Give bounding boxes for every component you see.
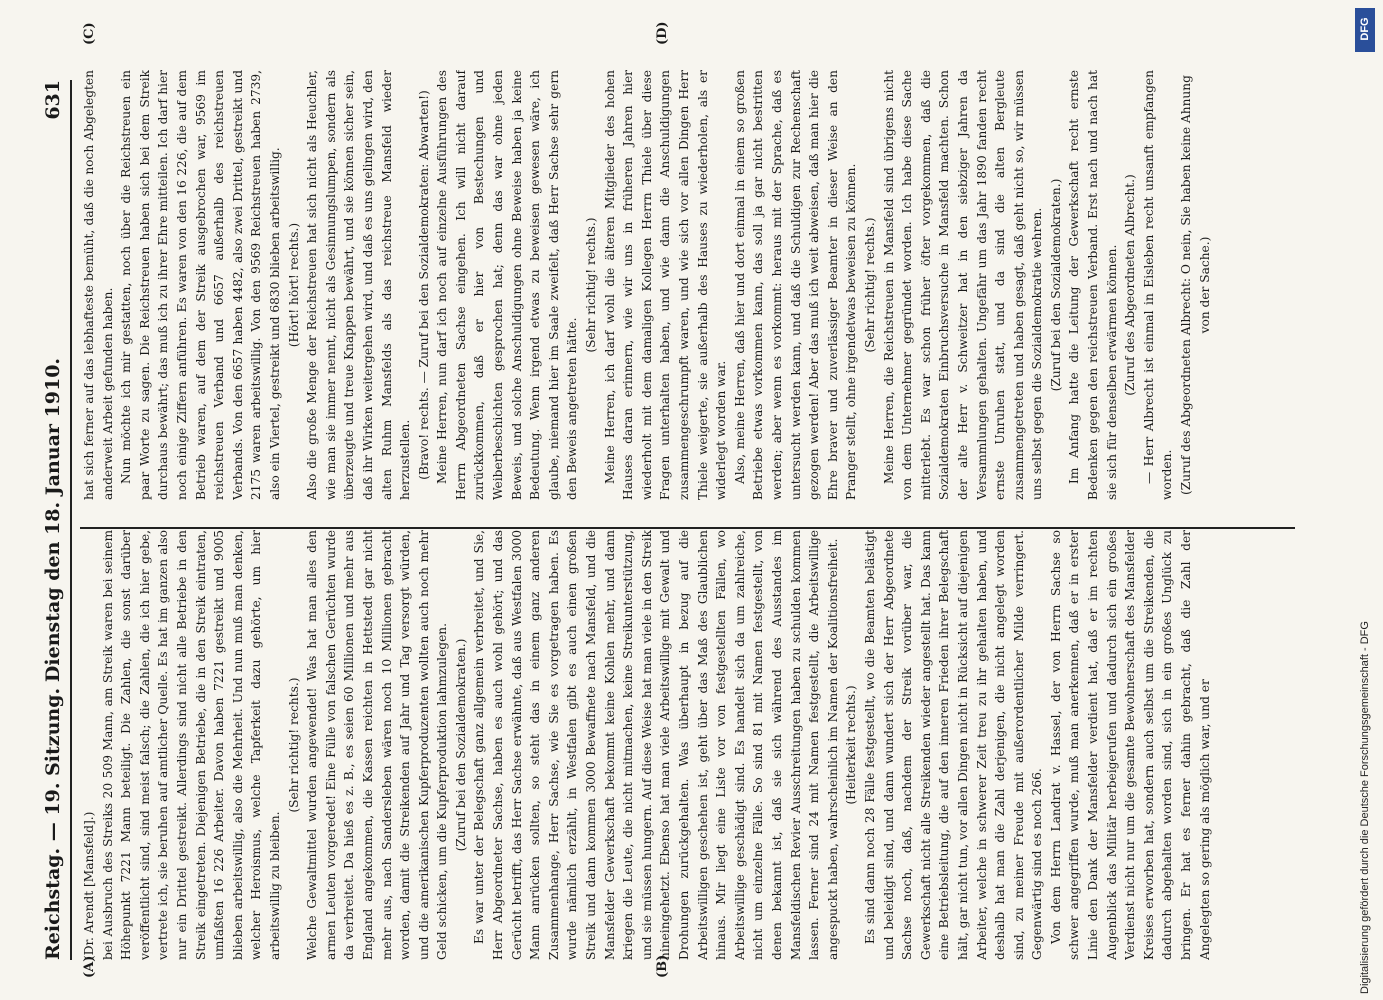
margin-marker-c: (C) [82, 22, 97, 45]
interjection: (Zuruf des Abgeordneten Albrecht: O nein, Sie haben keine Ahnung von der Sache.) [1179, 75, 1212, 495]
header-page-number: 631 [42, 80, 64, 120]
interjection: (Sehr richtig! rechts.) [286, 677, 301, 813]
dfg-credit-strip [1352, 4, 1378, 994]
paragraph: Von dem Herrn Landrat v. Hassel, der von Herrn Sachse so schwer angegriffen wurde, muß man anerkennen, daß er in erster Linie den Dank der Mansfelder verdient hat, daß er im rechten Augenblick das Militär herbeigerufen und dadurch sich ein großes Verdienst nicht nur um die gesamte Bewohnerschaft des Mansfelder Kreises erworben hat, sondern auch selbst um die Streikenden, die dadurch abgehalten worden sind, sich in ein großes Unglück zu bringen. Er hat es ferner dahin gebracht, daß die Zahl der Angelegten so gering als möglich war, und er [1048, 530, 1212, 960]
margin-marker-a: (A) [82, 955, 97, 978]
column-divider [80, 528, 1295, 530]
paragraph: Im Anfang hatte die Leitung der Gewerkschaft recht ernste Bedenken gegen den reichstreuen Verband. Erst nach und nach hat sie sich für denselben erwärmen können. [1067, 70, 1119, 500]
margin-marker-b: (B) [655, 954, 670, 978]
margin-marker-d: (D) [655, 21, 670, 45]
paragraph: Es war unter der Belegschaft ganz allgemein verbreitet, und Sie, Herr Abgeordneter Sachse, haben es auch wohl gehört; und das Gerücht betrifft, das Herr Sachse erwähnte, daß aus Westfalen 3000 Mann anrücken sollten, so steht das in einem ganz anderen Zusammenhange, Herr Sachse, wie Sie es vorgetragen haben. Es wurde nämlich erzählt, in Westfalen gibt es auch einen großen Streik und dann kommen 3000 Bewaffnete nach Mansfeld, und die Mansfelder Gewerkschaft bekommt keine Kohlen mehr, und dann kriegen die Leute, die nicht mitmachen, keine Streikunterstützung, und sie müssen hungern. Auf diese Weise hat man viele in den Streik hineingehetzt. Ebenso hat man viele Arbeitswillige mit Gewalt und Drohungen zurückgehalten. Was überhaupt in bezug auf die Arbeitswilligen geschehen ist, geht über das Maß des Glaublichen hinaus. Mir liegt eine Liste vor von festgestellten Fällen, wo Arbeitswillige geschädigt sind. Es handelt sich da um zahlreiche, nicht um einzelne Fälle. So sind 81 mit Namen festgestellt, von denen bekannt ist, daß sie sich während des Ausstandes im Mansfeldischen Revier Ausschreitungen haben zu schulden kommen lassen. Ferner sind 24 mit Namen festgestellt, die Arbeitswillige angespuckt haben, wahrscheinlich im Namen der Koalitionsfreiheit. [472, 530, 840, 960]
interjection: (Sehr richtig! rechts.) [862, 217, 877, 353]
interjection: (Zuruf bei den Sozialdemokraten.) [453, 638, 468, 852]
paragraph: (Dr. Arendt [Mansfeld].) [82, 811, 96, 960]
right-column [80, 70, 1295, 500]
paragraph: Also, meine Herren, daß hier und dort einmal in einem so großen Betriebe etwas vorkommen kann, das soll ja gar nicht bestritten werden; aber wenn es vorkommt: heraus mit der Sprache, daß es untersucht werden kann, und daß die Schuldigen zur Rechenschaft gezogen werden! Aber das muß ich weit abweisen, daß man hier die Ehre braver und zuverlässiger Beamter in dieser Weise an den Pranger stellt, ohne irgendetwas beweisen zu können. [732, 70, 859, 500]
interjection: (Heiterkeit rechts.) [844, 685, 859, 805]
page-header [30, 80, 72, 960]
dfg-credit-text: Digitalisierung gefördert durch die Deutsche Forschungsgemeinschaft - DFG [1359, 621, 1371, 994]
header-date: Dienstag den 18. Januar 1910. [42, 357, 64, 683]
header-session: Reichstag. — 19. Sitzung. [42, 687, 64, 960]
interjection: (Zuruf bei den Sozialdemokraten.) [1048, 178, 1063, 392]
paragraph: Meine Herren, ich darf wohl die älteren Mitglieder des hohen Hauses daran erinnern, wie wir uns in früheren Jahren hier wiederholt mit dem damaligen Kollegen Herrn Thiele über diese Fragen unterhalten haben, und wie dann die Anschuldigungen zusammengeschrumpft waren, und wie sich vor allen Dingen Herr Thiele weigerte, sie außerhalb des Hauses zu wiederholen, als er widerlegt worden war. [602, 70, 729, 500]
interjection: (Bravo! rechts. — Zuruf bei den Sozialdemokraten: Abwarten!) [416, 90, 431, 480]
paragraph: Meine Herren, die Reichstreuen in Mansfeld sind übrigens nicht von dem Unternehmer gegründet worden. Ich habe diese Sache mitterlebt. Es war schon früher öfter vorgekommen, daß die Sozialdemokraten Einbruchsversuche in Mansfeld machten. Schon der alte Herr v. Schweitzer hat in den siebziger Jahren da Versammlungen gehalten. Ungefähr um das Jahr 1890 fanden recht ernste Unruhen statt, und da sind die alten Bergleute zusammengetreten und haben gesagt, daß geht nicht so, wir müssen uns selbst gegen die Sozialdemokratie wehren. [881, 70, 1045, 500]
left-column [80, 530, 1295, 960]
interjection: (Zuruf des Abgeordneten Albrecht.) [1123, 174, 1138, 396]
paragraph: Meine Herren, nun darf ich noch auf einzelne Ausführungen des Herrn Abgeordneten Sachse eingehen. Ich will nicht darauf zurückkommen, daß er hier von Bestechungen und Weiberbeschichten gesprochen hat; denn das war ohne jeden Beweis, und solche Anschuldigungen ohne Beweise haben ja keine Bedeutung. Wenn irgend etwas zu beweisen gewesen wäre, ich glaube, niemand hier im Saale zweifelt, daß Herr Sachse sehr gern den Beweis angetreten hätte. [435, 70, 580, 500]
dfg-logo-text: DFG [1359, 17, 1371, 41]
paragraph: Also die große Menge der Reichstreuen hat sich nicht als Heuchler, wie man sie immer nennt, nicht als Gesinnungslumpen, sondern als überzeugte und treue Knappen bewährt, und sie können sicher sein, daß ihr Wirken weitergehen wird, und daß es uns gelingen wird, den alten Ruhm Mansfelds als das reichstreue Mansfeld wieder herzustellen. [305, 70, 413, 500]
paragraph: hat sich ferner auf das lebhafteste bemüht, daß die noch Abgelegten anderweit Arbeit gefunden haben. [82, 70, 115, 500]
paragraph: Welche Gewaltmittel wurden angewendet! Was hat man alles den armen Leuten vorgeredet! Eine Fülle von falschen Gerüchten wurde da verbreitet. Da hieß es z. B., es seien 60 Millionen und mehr aus England angekommen, die Kassen reichten in Hettstedt gar nicht mehr aus, nach Sandersleben wären noch 10 Millionen gebracht worden, damit die Streikenden auf Jahr und Tag versorgt würden, und die amerikanischen Kupferproduzenten wollten auch noch mehr Geld schicken, um die Kupferproduktion lahmzulegen. [305, 530, 450, 960]
paragraph: Nun möchte ich mir gestatten, noch über die Reichstreuen ein paar Worte zu sagen. Die Reichstreuen haben sich bei dem Streik durchaus bewährt; das muß ich zu ihrer Ehre mitteilen. Ich darf hier noch einige Ziffern anführen. Es waren von den 16 226, die auf dem Betrieb waren, auf dem der Streik ausgebrochen war, 9569 im reichstreuen Verband und 6657 außerhalb des reichstreuen Verbands. Von den 6657 haben 4482, also zwei Drittel, gestreikt und 2175 waren arbeitswillig. Von den 9569 Reichstreuen haben 2739, also ein Viertel, gestreikt und 6830 blieben arbeitswillig. [119, 70, 282, 500]
paragraph: Es sind dann noch 28 Fälle festgestellt, wo die Beamten belästigt und beleidigt sind, und dann wundert sich der Herr Abgeordnete Sachse noch, daß, nachdem der Streik vorüber war, die Gewerkschaft nicht alle Streikenden wieder angestellt hat. Das kann eine Betriebsleitung, die auf den inneren Frieden ihrer Belegschaft hält, gar nicht tun, vor allen Dingen nicht in Rücksicht auf diejenigen Arbeiter, welche in schwerer Zeit treu zu ihr gehalten haben, und deshalb hat man die Zahl derjenigen, die nicht angelegt worden sind, zu meiner Freude mit außerordentlicher Milde verringert. Gegenwärtig sind es noch 266. [862, 530, 1045, 960]
interjection: (Sehr richtig! rechts.) [584, 217, 599, 353]
paragraph: — Herr Albrecht ist einmal in Eisleben recht unsanft empfangen worden. [1141, 70, 1175, 500]
paragraph: bei Ausbruch des Streiks 20 509 Mann, am Streik waren bei seinem Höhepunkt 7221 Mann beteiligt. Die Zahlen, die sonst darüber veröffentlicht sind, sind meist falsch; die Zahlen, die ich hier gebe, vertrete ich, sie beruhen auf amtlicher Quelle. Es hat im ganzen also nur ein Drittel gestreikt. Allerdings sind nicht alle Betriebe in den Streik eingetreten. Diejenigen Betriebe, die in den Streik eintraten, umfaßten 16 226 Arbeiter. Davon haben 7221 gestreikt und 9005 blieben arbeitswillig, also die Mehrheit. Und nun muß man denken, welcher Heroismus, welche Tapferkeit dazu gehörte, um hier arbeitswillig zu bleiben. [100, 530, 282, 960]
interjection: (Hört! hört! rechts.) [286, 222, 301, 348]
